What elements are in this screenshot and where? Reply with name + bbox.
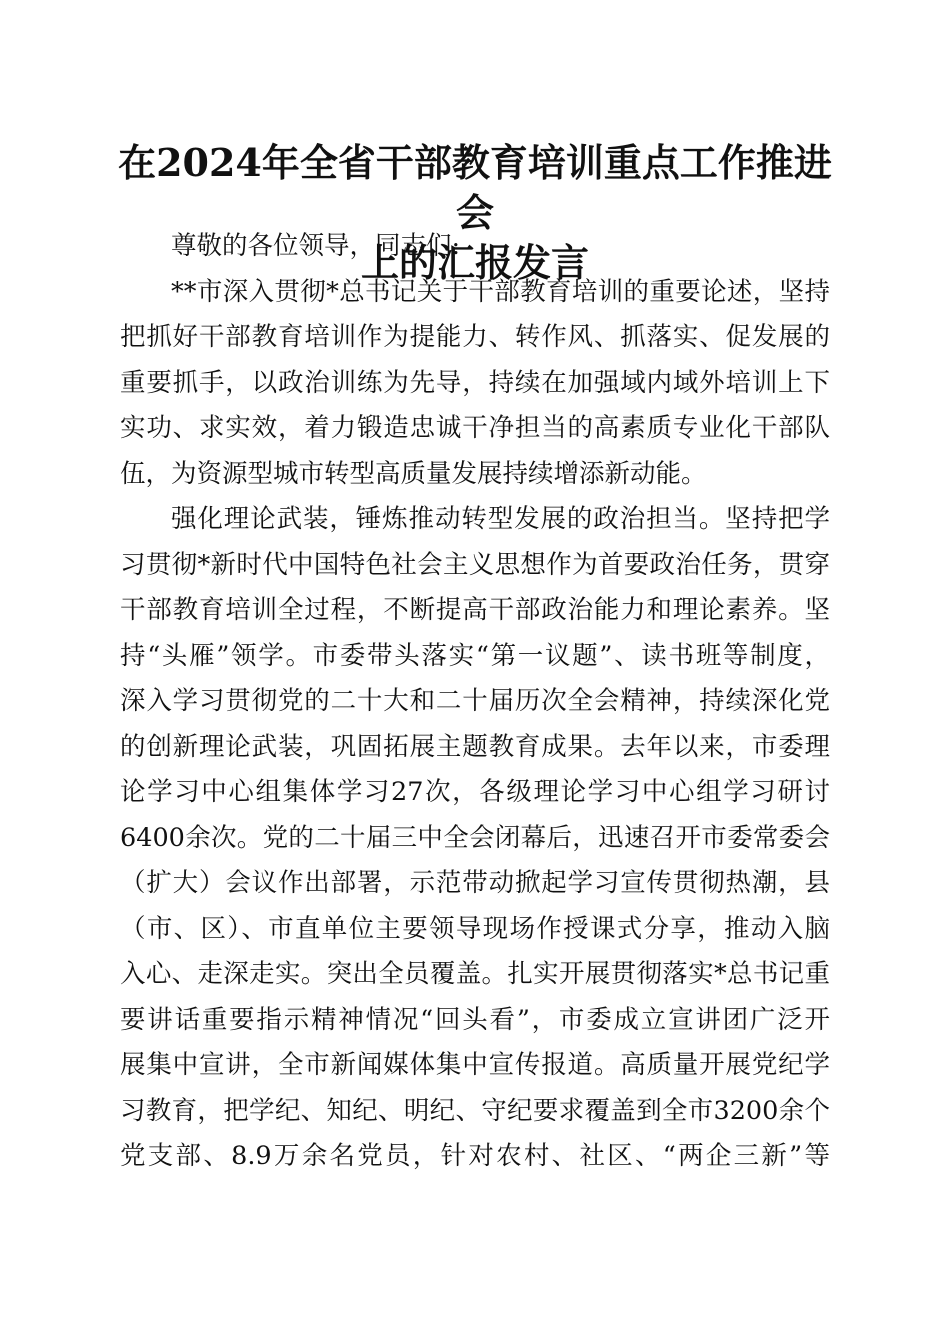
text-line: （市、区）、市直单位主要领导现场作授课式分享，推动入脑 bbox=[120, 913, 830, 944]
paragraph-theory bbox=[120, 497, 830, 1180]
document-body bbox=[120, 224, 830, 1180]
text-line: 实功、求实效，着力锻造忠诚干净担当的高素质专业化干部队 bbox=[120, 413, 830, 443]
text-line: 伍，为资源型城市转型高质量发展持续增添新动能。 bbox=[120, 458, 707, 489]
text-line: 入心、走深走实。突出全员覆盖。扎实开展贯彻落实*总书记重 bbox=[120, 959, 830, 989]
text-line: 要讲话重要指示精神情况“回头看”，市委成立宣讲团广泛开 bbox=[120, 1004, 830, 1035]
text-line: 干部教育培训全过程，不断提高干部政治能力和理论素养。坚 bbox=[120, 595, 830, 625]
text-line: 论学习中心组集体学习27次，各级理论学习中心组学习研讨 bbox=[120, 777, 830, 807]
text-line: 深入学习贯彻党的二十大和二十届历次全会精神，持续深化党 bbox=[120, 686, 830, 716]
text-line: 的创新理论武装，巩固拓展主题教育成果。去年以来，市委理 bbox=[120, 731, 830, 762]
text-line: 强化理论武装，锤炼推动转型发展的政治担当。坚持把学 bbox=[171, 504, 830, 534]
text-line: 习教育，把学纪、知纪、明纪、守纪要求覆盖到全市3200余个 bbox=[120, 1095, 830, 1126]
text-line: 持“头雁”领学。市委带头落实“第一议题”、读书班等制度， bbox=[120, 640, 830, 671]
text-line: 展集中宣讲，全市新闻媒体集中宣传报道。高质量开展党纪学 bbox=[120, 1050, 830, 1080]
text-line: 习贯彻*新时代中国特色社会主义思想作为首要政治任务，贯穿 bbox=[120, 549, 830, 580]
text-line: 重要抓手，以政治训练为先导，持续在加强域内域外培训上下 bbox=[120, 367, 830, 398]
text-line: （扩大）会议作出部署，示范带动掀起学习宣传贯彻热潮，县 bbox=[120, 868, 830, 898]
text-line: **市深入贯彻*总书记关于干部教育培训的重要论述，坚持 bbox=[171, 276, 830, 307]
title-line: 上的汇报发言 bbox=[360, 240, 589, 285]
text-line: 把抓好干部教育培训作为提能力、转作风、抓落实、促发展的 bbox=[120, 322, 830, 352]
text-line: 党支部、8.9万余名党员，针对农村、社区、“两企三新”等 bbox=[120, 1141, 830, 1171]
text-line: 6400余次。党的二十届三中全会闭幕后，迅速召开市委常委会 bbox=[120, 822, 830, 853]
paragraph-intro bbox=[120, 270, 830, 498]
title-line: 在2024年全省干部教育培训重点工作推进会 bbox=[118, 140, 832, 235]
salutation: 尊敬的各位领导，同志们: bbox=[171, 231, 461, 261]
